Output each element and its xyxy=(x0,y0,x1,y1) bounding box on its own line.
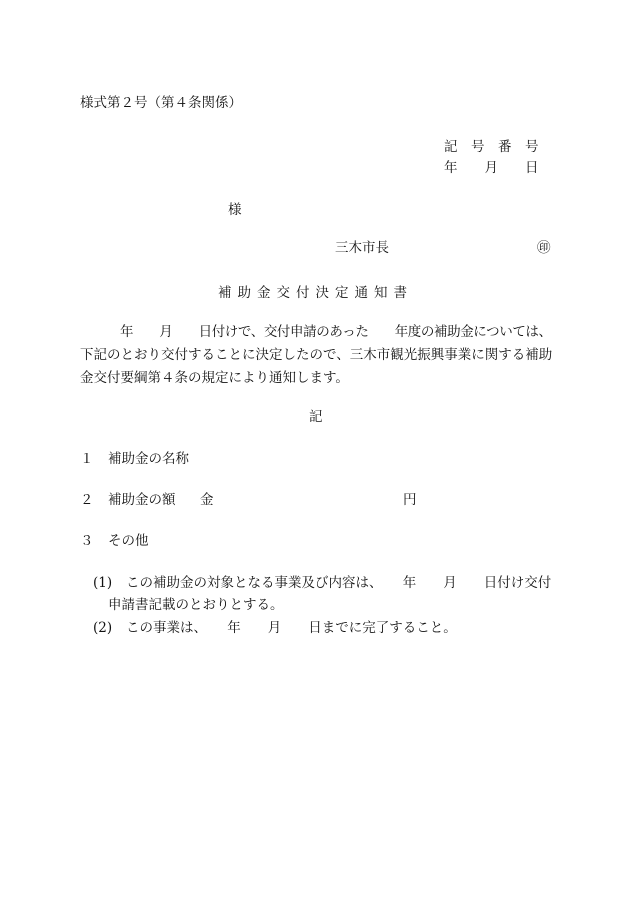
addressee-honorific: 様 xyxy=(228,202,242,218)
notice-body-line: 金交付要綱第４条の規定により通知します。 xyxy=(80,370,349,386)
condition-text-line: 申請書記載のとおりとする。 xyxy=(108,597,284,613)
item-label: 補助金の名称 xyxy=(108,451,189,467)
reference-number-label: 記 号 番 号 xyxy=(444,139,539,155)
amount-prefix: 金 xyxy=(200,492,214,508)
condition-marker: (2) xyxy=(93,620,113,636)
amount-suffix: 円 xyxy=(403,492,417,508)
notice-body-line: 年 月 日付けで、交付申請のあった 年度の補助金については、 xyxy=(120,324,552,340)
item-number: １ xyxy=(80,451,94,467)
item-label: 補助金の額 xyxy=(108,492,176,508)
item-number: ２ xyxy=(80,492,94,508)
notice-body-line: 下記のとおり交付することに決定したので、三木市観光振興事業に関する補助 xyxy=(80,347,553,363)
issue-date-label: 年 月 日 xyxy=(444,160,539,176)
condition-text-line: この事業は、 年 月 日までに完了すること。 xyxy=(126,620,457,636)
item-label: その他 xyxy=(108,533,149,549)
condition-text-line: この補助金の対象となる事業及び内容は、 年 月 日付け交付 xyxy=(126,575,552,591)
issuer-name: 三木市長 xyxy=(335,240,389,256)
form-number: 様式第２号（第４条関係） xyxy=(80,95,242,111)
ki-heading: 記 xyxy=(309,409,323,425)
condition-marker: (1) xyxy=(93,575,113,591)
item-number: ３ xyxy=(80,533,94,549)
seal-mark: ㊞ xyxy=(537,240,551,256)
document-title: 補助金交付決定通知書 xyxy=(218,285,413,301)
